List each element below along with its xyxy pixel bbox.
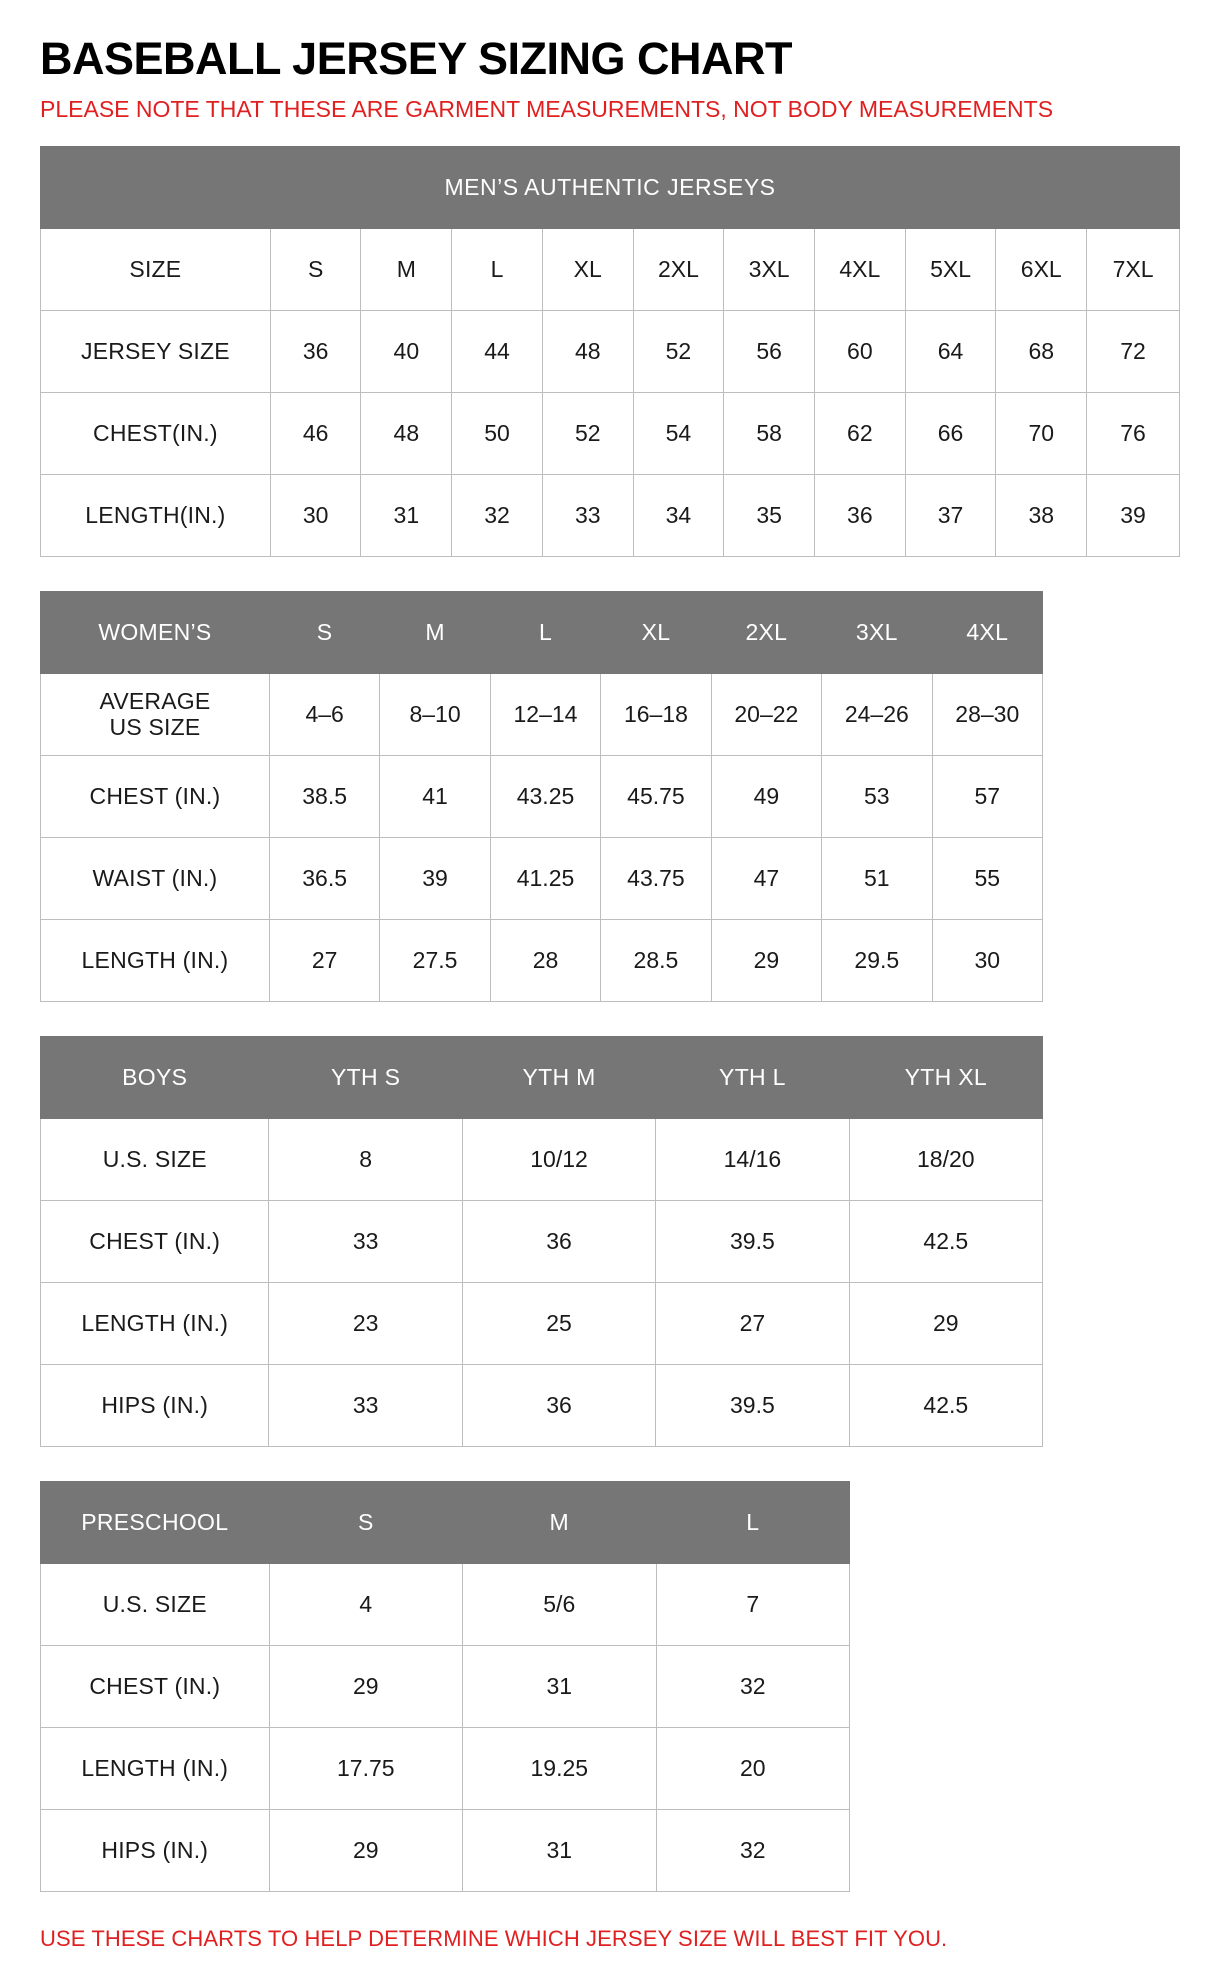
mens-size-2xl: 2XL [633, 228, 724, 310]
womens-length-4xl: 30 [932, 919, 1042, 1001]
preschool-us-size-s: 4 [269, 1563, 462, 1645]
boys-hips-yth-xl: 42.5 [849, 1364, 1042, 1446]
preschool-us-size-m: 5/6 [463, 1563, 656, 1645]
womens-size-3xl: 3XL [822, 591, 932, 673]
table-row [41, 755, 1043, 837]
table-row [41, 1809, 850, 1891]
mens-length-6xl: 38 [996, 474, 1087, 556]
womens-size-2xl: 2XL [711, 591, 821, 673]
womens-label-line2: US SIZE [109, 714, 201, 741]
boys-chest-yth-s: 33 [269, 1200, 462, 1282]
table-row [41, 673, 1043, 755]
mens-chest-l: 50 [452, 392, 543, 474]
womens-length-xl: 28.5 [601, 919, 711, 1001]
boys-us-size-yth-xl: 18/20 [849, 1118, 1042, 1200]
mens-length-m: 31 [361, 474, 452, 556]
womens-waist-xl: 43.75 [601, 837, 711, 919]
boys-size-yth-xl: YTH XL [849, 1036, 1042, 1118]
table-row [41, 474, 1180, 556]
boys-us-size-yth-l: 14/16 [656, 1118, 849, 1200]
mens-authentic-jerseys-table [40, 146, 1180, 557]
womens-size-s: S [269, 591, 379, 673]
table-row [41, 1200, 1043, 1282]
preschool-row-label-chest: CHEST (IN.) [41, 1645, 270, 1727]
mens-chest-2xl: 54 [633, 392, 724, 474]
mens-chest-6xl: 70 [996, 392, 1087, 474]
mens-size-l: L [452, 228, 543, 310]
boys-us-size-yth-m: 10/12 [462, 1118, 655, 1200]
boys-chest-yth-xl: 42.5 [849, 1200, 1042, 1282]
boys-length-yth-s: 23 [269, 1282, 462, 1364]
preschool-chest-m: 31 [463, 1645, 656, 1727]
boys-size-yth-m: YTH M [462, 1036, 655, 1118]
preschool-row-label-us-size: U.S. SIZE [41, 1563, 270, 1645]
womens-chest-2xl: 49 [711, 755, 821, 837]
preschool-size-l: L [656, 1481, 850, 1563]
boys-length-yth-xl: 29 [849, 1282, 1042, 1364]
mens-size-7xl: 7XL [1087, 228, 1180, 310]
mens-banner-label: MEN’S AUTHENTIC JERSEYS [41, 146, 1180, 228]
mens-jersey-size-2xl: 52 [633, 310, 724, 392]
boys-jerseys-table [40, 1036, 1043, 1447]
mens-size-label: SIZE [41, 228, 271, 310]
womens-size-m: M [380, 591, 490, 673]
boys-size-yth-s: YTH S [269, 1036, 462, 1118]
womens-length-s: 27 [269, 919, 379, 1001]
mens-jersey-size-s: 36 [270, 310, 361, 392]
table-row [41, 392, 1180, 474]
garment-measurement-note: PLEASE NOTE THAT THESE ARE GARMENT MEASUREMENTS, NOT BODY MEASUREMENTS [40, 96, 1054, 122]
mens-size-5xl: 5XL [905, 228, 996, 310]
womens-length-m: 27.5 [380, 919, 490, 1001]
boys-row-label-us-size: U.S. SIZE [41, 1118, 269, 1200]
boys-header-label: BOYS [41, 1036, 269, 1118]
mens-chest-3xl: 58 [724, 392, 815, 474]
mens-length-l: 32 [452, 474, 543, 556]
womens-length-3xl: 29.5 [822, 919, 932, 1001]
mens-length-2xl: 34 [633, 474, 724, 556]
mens-jersey-size-7xl: 72 [1087, 310, 1180, 392]
mens-size-xl: XL [542, 228, 633, 310]
preschool-row-label-length: LENGTH (IN.) [41, 1727, 270, 1809]
womens-header-label: WOMEN’S [41, 591, 270, 673]
preschool-us-size-l: 7 [656, 1563, 850, 1645]
preschool-hips-m: 31 [463, 1809, 656, 1891]
mens-jersey-size-m: 40 [361, 310, 452, 392]
boys-length-yth-m: 25 [462, 1282, 655, 1364]
boys-chest-yth-l: 39.5 [656, 1200, 849, 1282]
mens-length-s: 30 [270, 474, 361, 556]
mens-length-7xl: 39 [1087, 474, 1180, 556]
womens-chest-m: 41 [380, 755, 490, 837]
mens-jersey-size-5xl: 64 [905, 310, 996, 392]
mens-jersey-size-6xl: 68 [996, 310, 1087, 392]
womens-chest-l: 43.25 [490, 755, 600, 837]
mens-length-3xl: 35 [724, 474, 815, 556]
boys-size-yth-l: YTH L [656, 1036, 849, 1118]
womens-chest-3xl: 53 [822, 755, 932, 837]
womens-us-size-xl: 16–18 [601, 673, 711, 755]
womens-waist-l: 41.25 [490, 837, 600, 919]
mens-length-4xl: 36 [815, 474, 906, 556]
mens-length-xl: 33 [542, 474, 633, 556]
womens-us-size-3xl: 24–26 [822, 673, 932, 755]
mens-size-3xl: 3XL [724, 228, 815, 310]
preschool-length-m: 19.25 [463, 1727, 656, 1809]
preschool-header-label: PRESCHOOL [41, 1481, 270, 1563]
preschool-chest-l: 32 [656, 1645, 850, 1727]
womens-row-label-length: LENGTH (IN.) [41, 919, 270, 1001]
mens-chest-m: 48 [361, 392, 452, 474]
womens-us-size-4xl: 28–30 [932, 673, 1042, 755]
womens-row-label-waist: WAIST (IN.) [41, 837, 270, 919]
mens-banner-row [41, 146, 1180, 228]
table-row [41, 1282, 1043, 1364]
mens-jersey-size-l: 44 [452, 310, 543, 392]
boys-chest-yth-m: 36 [462, 1200, 655, 1282]
womens-us-size-s: 4–6 [269, 673, 379, 755]
mens-row-label-chest: CHEST(IN.) [41, 392, 271, 474]
preschool-jerseys-table [40, 1481, 850, 1892]
preschool-hips-s: 29 [269, 1809, 462, 1891]
boys-row-label-length: LENGTH (IN.) [41, 1282, 269, 1364]
mens-row-label-jersey-size: JERSEY SIZE [41, 310, 271, 392]
womens-waist-4xl: 55 [932, 837, 1042, 919]
mens-chest-5xl: 66 [905, 392, 996, 474]
boys-row-label-chest: CHEST (IN.) [41, 1200, 269, 1282]
womens-chest-xl: 45.75 [601, 755, 711, 837]
womens-us-size-m: 8–10 [380, 673, 490, 755]
womens-row-label-average-us-size [41, 673, 270, 755]
mens-jersey-size-3xl: 56 [724, 310, 815, 392]
womens-us-size-2xl: 20–22 [711, 673, 821, 755]
preschool-chest-s: 29 [269, 1645, 462, 1727]
womens-row-label-chest: CHEST (IN.) [41, 755, 270, 837]
boys-hips-yth-l: 39.5 [656, 1364, 849, 1446]
preschool-length-s: 17.75 [269, 1727, 462, 1809]
mens-row-label-length: LENGTH(IN.) [41, 474, 271, 556]
womens-chest-4xl: 57 [932, 755, 1042, 837]
preschool-size-m: M [463, 1481, 656, 1563]
womens-length-2xl: 29 [711, 919, 821, 1001]
table-row [41, 310, 1180, 392]
womens-waist-2xl: 47 [711, 837, 821, 919]
womens-header-row [41, 591, 1043, 673]
mens-chest-s: 46 [270, 392, 361, 474]
mens-size-4xl: 4XL [815, 228, 906, 310]
boys-header-row [41, 1036, 1043, 1118]
preschool-length-l: 20 [656, 1727, 850, 1809]
preschool-header-row [41, 1481, 850, 1563]
womens-us-size-l: 12–14 [490, 673, 600, 755]
boys-hips-yth-s: 33 [269, 1364, 462, 1446]
boys-us-size-yth-s: 8 [269, 1118, 462, 1200]
preschool-size-s: S [269, 1481, 462, 1563]
mens-length-5xl: 37 [905, 474, 996, 556]
mens-size-header-row [41, 228, 1180, 310]
table-row [41, 837, 1043, 919]
boys-length-yth-l: 27 [656, 1282, 849, 1364]
womens-size-l: L [490, 591, 600, 673]
footer-note: USE THESE CHARTS TO HELP DETERMINE WHICH JERSEY SIZE WILL BEST FIT YOU. [40, 1925, 948, 1951]
womens-length-l: 28 [490, 919, 600, 1001]
mens-size-s: S [270, 228, 361, 310]
table-row [41, 1118, 1043, 1200]
table-row [41, 1563, 850, 1645]
preschool-hips-l: 32 [656, 1809, 850, 1891]
table-row [41, 1364, 1043, 1446]
mens-chest-7xl: 76 [1087, 392, 1180, 474]
table-row [41, 1645, 850, 1727]
preschool-row-label-hips: HIPS (IN.) [41, 1809, 270, 1891]
womens-chest-s: 38.5 [269, 755, 379, 837]
table-row [41, 919, 1043, 1001]
womens-waist-3xl: 51 [822, 837, 932, 919]
womens-waist-m: 39 [380, 837, 490, 919]
boys-hips-yth-m: 36 [462, 1364, 655, 1446]
womens-size-xl: XL [601, 591, 711, 673]
womens-jerseys-table [40, 591, 1043, 1002]
table-row [41, 1727, 850, 1809]
page-title: BASEBALL JERSEY SIZING CHART [40, 33, 792, 84]
womens-label-line1: AVERAGE [99, 687, 211, 714]
mens-chest-xl: 52 [542, 392, 633, 474]
boys-row-label-hips: HIPS (IN.) [41, 1364, 269, 1446]
mens-jersey-size-4xl: 60 [815, 310, 906, 392]
mens-chest-4xl: 62 [815, 392, 906, 474]
womens-waist-s: 36.5 [269, 837, 379, 919]
mens-size-6xl: 6XL [996, 228, 1087, 310]
mens-jersey-size-xl: 48 [542, 310, 633, 392]
mens-size-m: M [361, 228, 452, 310]
womens-size-4xl: 4XL [932, 591, 1042, 673]
